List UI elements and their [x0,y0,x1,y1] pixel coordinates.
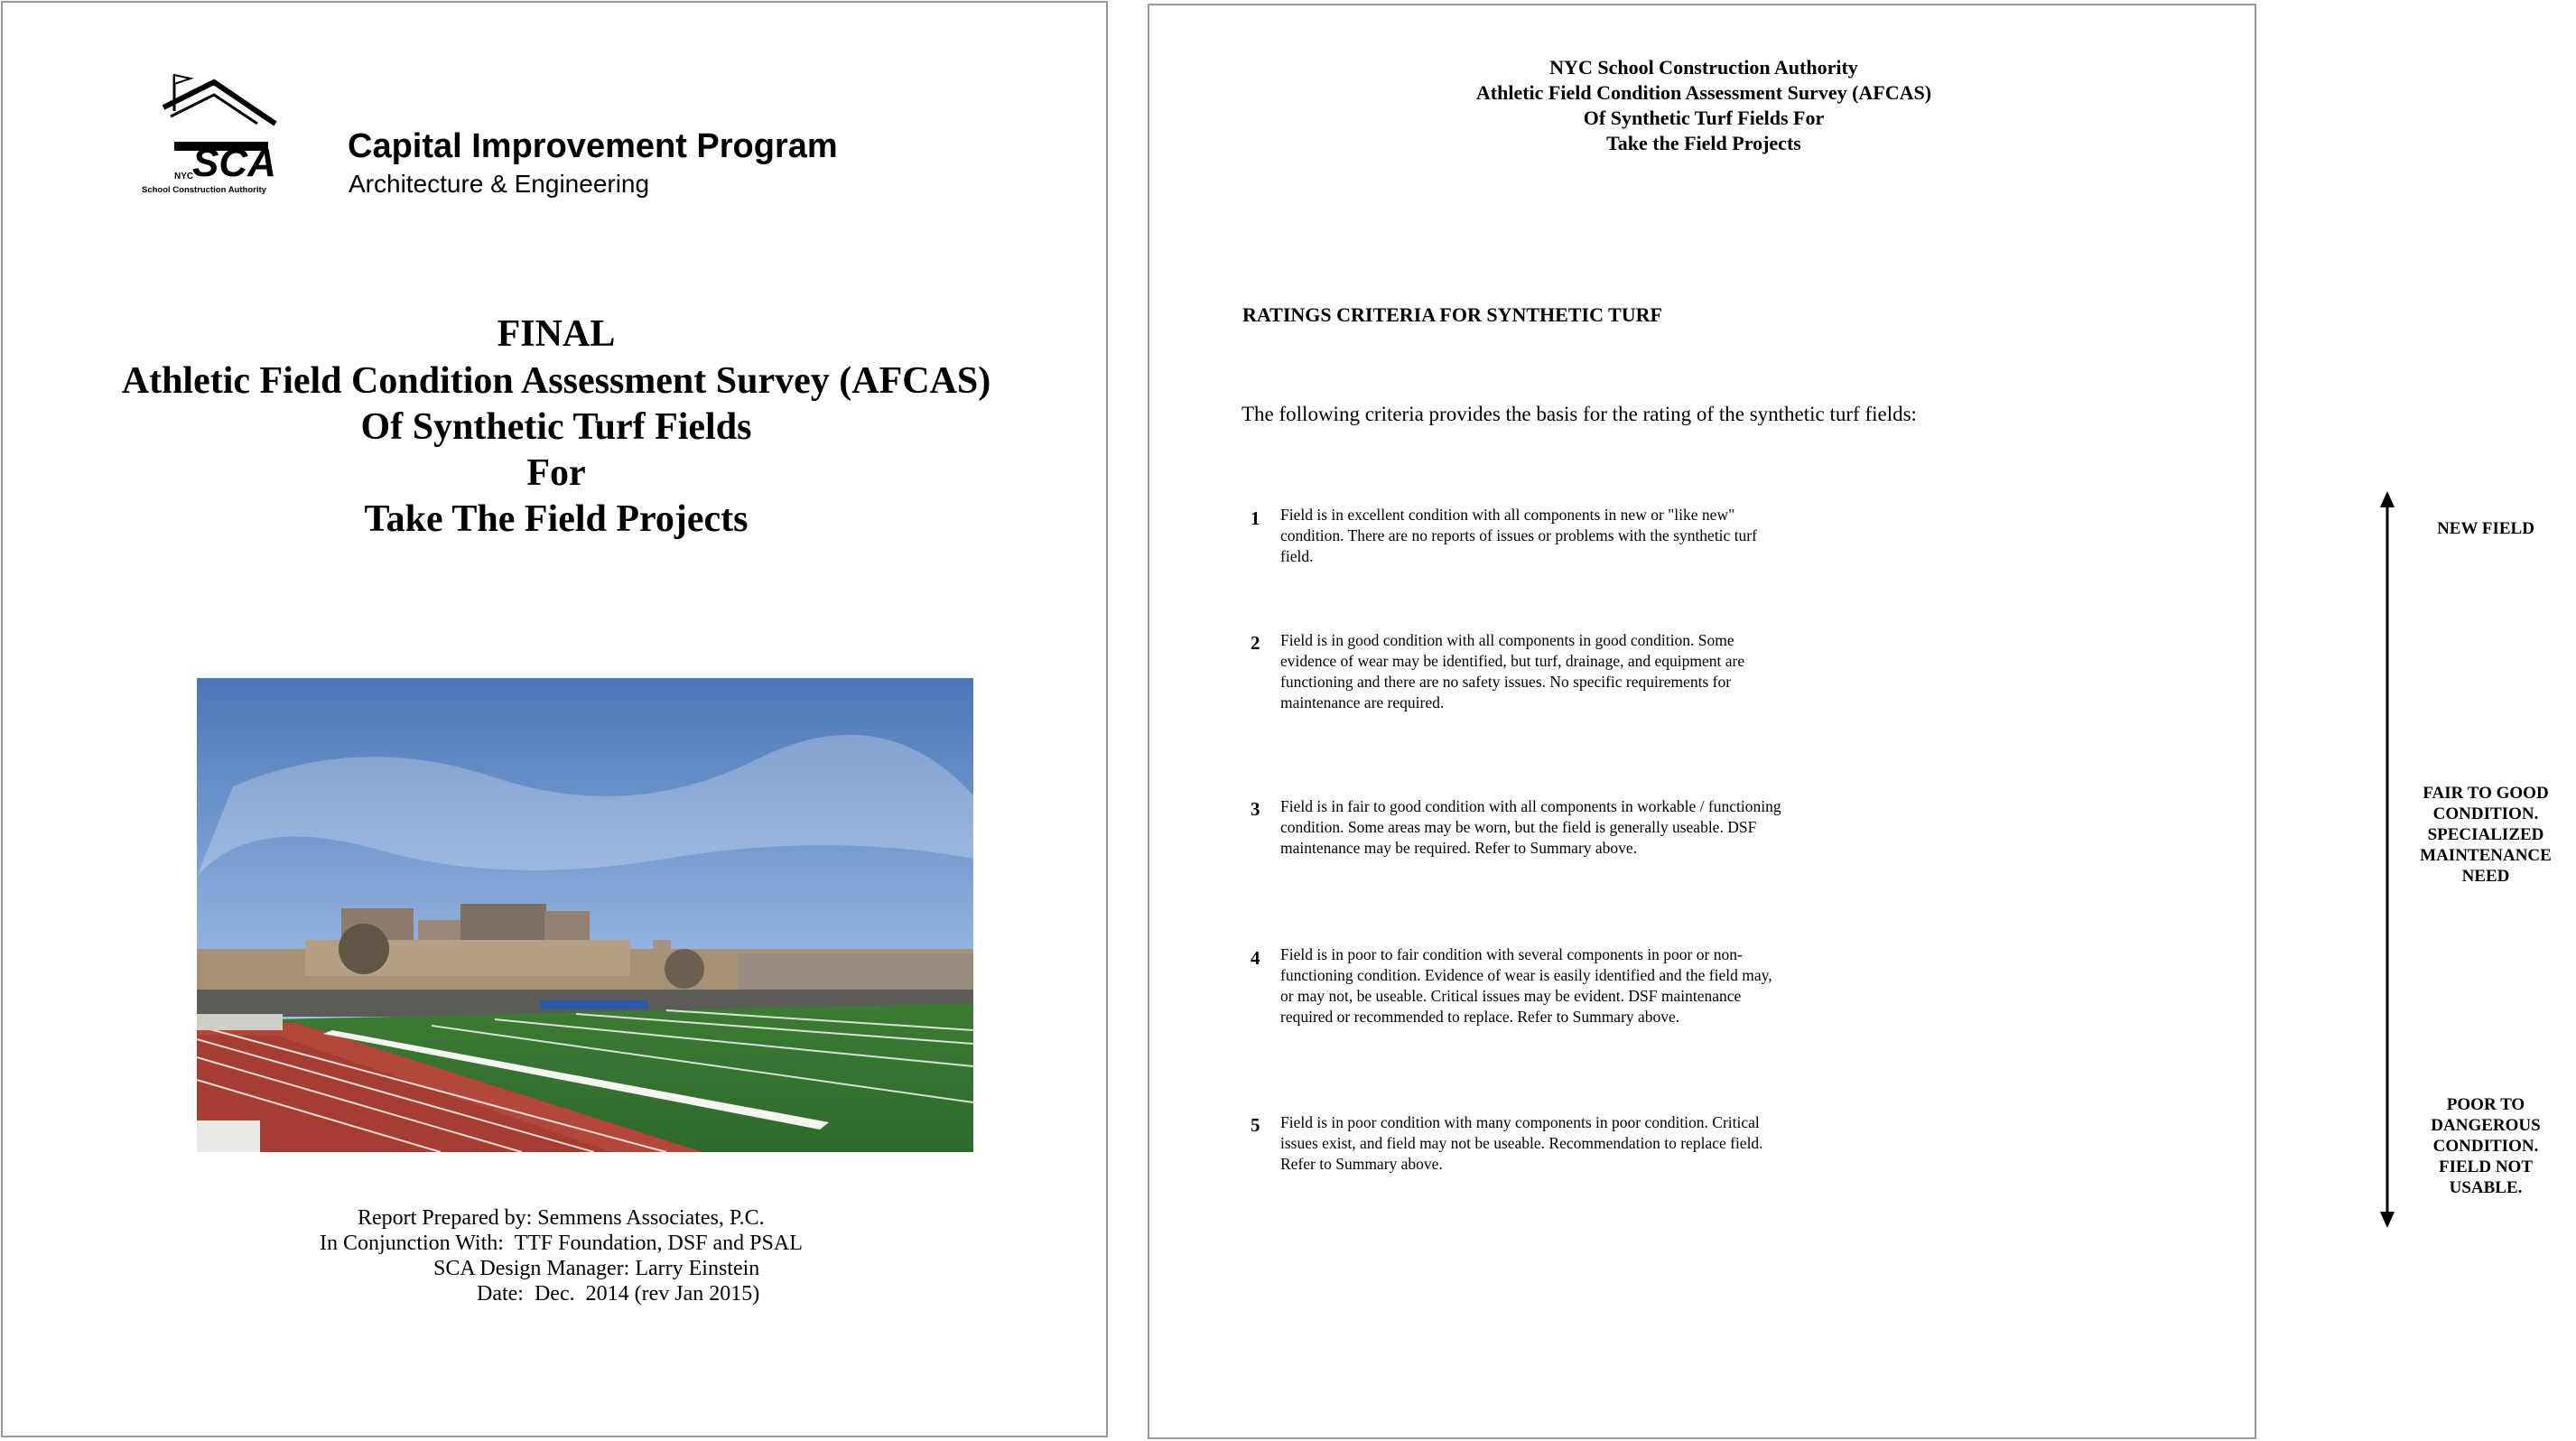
ratings-criteria-page [1148,4,2552,1439]
scale-bottom-line: POOR TO [2446,1095,2525,1114]
header-line-3: Of Synthetic Turf Fields For [1583,107,1825,129]
rating-4-line: functioning condition. Evidence of wear is easily identified and the field may, [1280,966,1772,984]
scale-middle-line: MAINTENANCE [2420,846,2552,865]
scale-middle-line: FAIR TO GOOD [2423,784,2549,803]
scale-top-line: NEW FIELD [2437,519,2534,538]
rating-5-line: issues exist, and field may not be useable. Recommendation to replace field. [1280,1134,1763,1152]
double-headed-arrow-icon [2378,491,2396,1224]
cover-title-line-5: Take The Field Projects [364,498,749,540]
rating-2-line: evidence of wear may be identified, but turf, drainage, and equipment are [1280,652,1745,670]
sca-house-icon [138,70,319,196]
credits-prepared-by: Report Prepared by: Semmens Associates, P.C. [358,1206,765,1230]
criteria-intro: The following criteria provides the basis for the rating of the synthetic turf fields: [1242,403,1917,425]
athletic-field-photo [197,678,973,1152]
scale-middle-line: CONDITION. [2432,804,2539,823]
section-heading: RATINGS CRITERIA FOR SYNTHETIC TURF [1242,303,1662,326]
rating-description-4 [1280,944,1858,1027]
cover-title-line-2: Athletic Field Condition Assessment Survey (AFCAS) [121,360,991,402]
rating-description-1 [1280,505,1858,567]
cover-title-line-1: FINAL [497,313,616,355]
rating-number-5: 5 [1251,1114,1260,1136]
cover-page [1,1,1108,1437]
sca-logo [138,70,319,196]
logo-brand-text: SCA [192,141,276,185]
header-line-1: NYC School Construction Authority [1549,56,1858,79]
scale-label-fair-to-good [2395,783,2576,887]
scale-middle-line: SPECIALIZED [2427,825,2544,844]
rating-number-4: 4 [1251,947,1260,969]
header-line-4: Take the Field Projects [1606,132,1801,154]
rating-number-1: 1 [1251,507,1260,529]
logo-nyc-text: NYC [174,172,194,181]
rating-1-line: Field is in excellent condition with all components in new or "like new" [1280,506,1735,524]
header-line-2: Athletic Field Condition Assessment Survey (AFCAS) [1475,81,1932,104]
rating-number-3: 3 [1251,798,1260,820]
rating-5-line: Refer to Summary above. [1280,1155,1443,1173]
scale-label-poor-to-dangerous [2395,1094,2576,1198]
rating-4-line: Field is in poor to fair condition with several components in poor or non- [1280,945,1743,963]
cover-title-line-3: Of Synthetic Turf Fields [360,406,752,448]
scale-bottom-line: CONDITION. [2432,1137,2539,1156]
credits-date: Date: Dec. 2014 (rev Jan 2015) [477,1282,760,1306]
rating-5-line: Field is in poor condition with many components in poor condition. Critical [1280,1113,1760,1131]
rating-1-line: field. [1280,547,1314,565]
logo-authority-text: School Construction Authority [142,185,266,195]
rating-3-line: maintenance may be required. Refer to Summary above. [1280,839,1638,857]
cover-title-line-4: For [526,452,586,494]
credits-conjunction: In Conjunction With: TTF Foundation, DSF and PSAL [320,1232,803,1255]
rating-number-2: 2 [1251,632,1260,654]
rating-3-line: condition. Some areas may be worn, but the field is generally useable. DSF [1280,818,1757,836]
scale-middle-line: NEED [2461,867,2510,886]
rating-2-line: functioning and there are no safety issues. No specific requirements for [1280,673,1732,691]
rating-2-line: Field is in good condition with all components in good condition. Some [1280,631,1734,649]
rating-description-2 [1280,630,1858,713]
rating-4-line: required or recommended to replace. Refer to Summary above. [1280,1008,1680,1026]
scale-bottom-line: USABLE. [2449,1178,2523,1197]
rating-2-line: maintenance are required. [1280,693,1445,711]
rating-3-line: Field is in fair to good condition with all components in workable / functioning [1280,797,1781,815]
rating-description-5 [1280,1112,1858,1175]
rating-4-line: or may not, be useable. Critical issues may be evident. DSF maintenance [1280,987,1742,1005]
scale-bottom-line: FIELD NOT [2439,1157,2533,1176]
rating-1-line: condition. There are no reports of issues or problems with the synthetic turf [1280,526,1757,544]
program-title: Capital Improvement Program [348,127,838,165]
scale-label-new-field [2404,518,2567,539]
credits-design-manager: SCA Design Manager: Larry Einstein [433,1257,760,1280]
scale-bottom-line: DANGEROUS [2431,1116,2541,1135]
rating-description-3 [1280,796,1858,859]
program-subtitle: Architecture & Engineering [349,170,650,198]
